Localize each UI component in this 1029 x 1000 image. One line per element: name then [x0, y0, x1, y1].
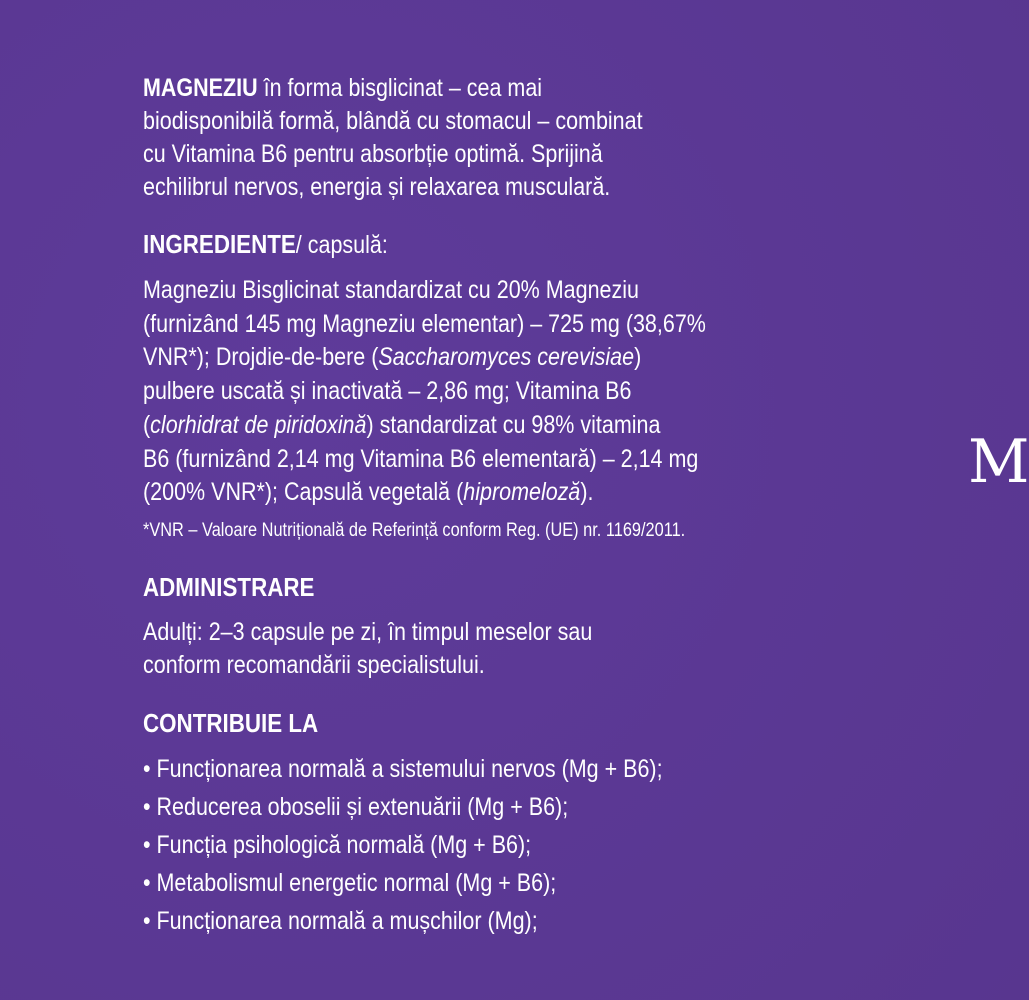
list-item: • Funcționarea normală a sistemului nervos (Mg + B6);: [143, 755, 663, 783]
side-letter: M: [968, 427, 1029, 497]
contributes-list: [143, 750, 663, 940]
ingredients-heading: INGREDIENTE/ capsulă:: [143, 229, 388, 259]
list-item: • Reducerea oboselii și extenuării (Mg + B6);: [143, 793, 569, 821]
administration-text: Adulți: 2–3 capsule pe zi, în timpul meselor sau conform recomandării specialistului.: [143, 618, 593, 679]
intro-bold: MAGNEZIU: [143, 74, 258, 102]
list-item: • Metabolismul energetic normal (Mg + B6);: [143, 869, 557, 897]
footnote: *VNR – Valoare Nutrițională de Referință conform Reg. (UE) nr. 1169/2011.: [143, 520, 686, 541]
intro-paragraph: MAGNEZIU în forma bisglicinat – cea mai biodisponibilă formă, blândă cu stomacul – combinat cu Vitamina B6 pentru absorbție optimă. Sprijină echilibrul nervos, energia și relaxarea musculară.: [143, 74, 643, 201]
ingredients-list: Magneziu Bisglicinat standardizat cu 20% Magneziu (furnizând 145 mg Magneziu elementar) – 725 mg (38,67% VNR*); Drojdie-de-bere (Saccharomyces cerevisiae) pulbere uscată și inactivată – 2,86 mg; Vitamina B6 (clorhidrat de piridoxină) standardizat cu 98% vitamina B6 (furnizând 2,14 mg Vitamina B6 elementară) – 2,14 mg (200% VNR*); Capsulă vegetală (hipromeloză).: [143, 276, 706, 507]
list-item: • Funcționarea normală a mușchilor (Mg);: [143, 907, 538, 935]
administration-heading: ADMINISTRARE: [143, 572, 315, 602]
contributes-heading: CONTRIBUIE LA: [143, 708, 319, 738]
list-item: • Funcția psihologică normală (Mg + B6);: [143, 831, 532, 859]
